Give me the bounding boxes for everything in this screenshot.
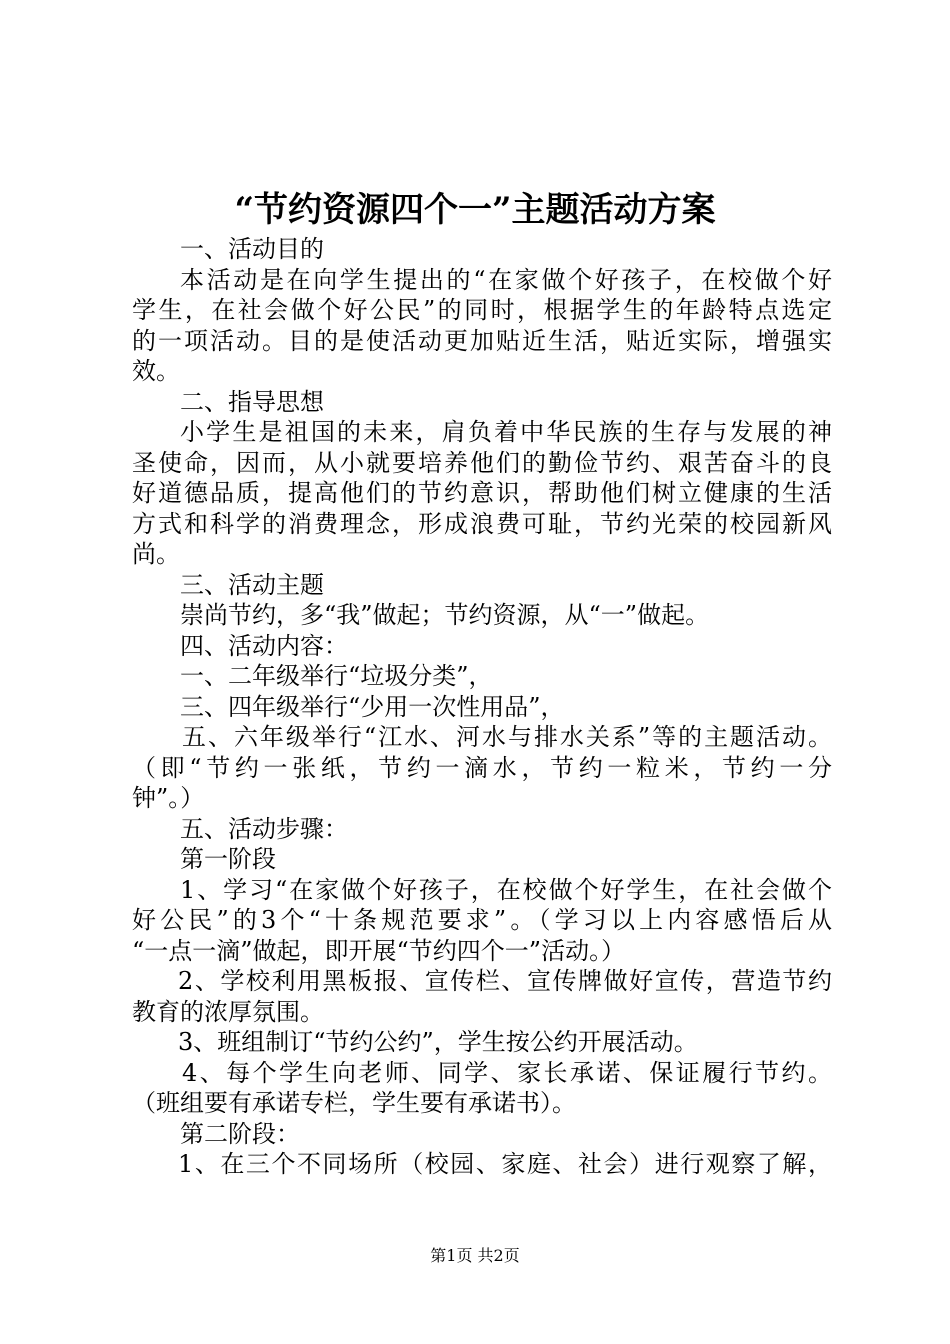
body-line: 教育的浓厚氛围。 <box>132 997 324 1026</box>
body-line: （即“节约一张纸，节约一滴水，节约一粒米，节约一分 <box>132 753 832 782</box>
body-line: 3、班组制订“节约公约”，学生按公约开展活动。 <box>178 1028 698 1056</box>
body-line: 的一项活动。目的是使活动更加贴近生活，贴近实际，增强实 <box>132 326 832 355</box>
document-body <box>132 234 832 1180</box>
body-line: 二、指导思想 <box>180 387 324 416</box>
body-line: 本活动是在向学生提出的“在家做个好孩子，在校做个好 <box>180 265 832 294</box>
body-line: 4、每个学生向老师、同学、家长承诺、保证履行节约。 <box>182 1058 832 1087</box>
document-title: “节约资源四个一”主题活动方案 <box>234 190 716 230</box>
body-line: 效。 <box>132 357 180 385</box>
body-line: 圣使命，因而，从小就要培养他们的勤俭节约、艰苦奋斗的良 <box>132 448 832 477</box>
body-line: 四、活动内容： <box>180 631 348 660</box>
body-line: 五、六年级举行“江水、河水与排水关系”等的主题活动。 <box>182 723 832 751</box>
body-line: （班组要有承诺专栏，学生要有承诺书）。 <box>132 1089 576 1117</box>
body-line: 一、活动目的 <box>180 235 324 263</box>
body-line: 第一阶段 <box>180 845 276 873</box>
body-line: 尚。 <box>132 540 180 568</box>
body-line: 一、二年级举行“垃圾分类”， <box>180 662 493 690</box>
body-line: 好公民”的3个“十条规范要求”。（学习以上内容感悟后从 <box>132 906 832 934</box>
page-footer: 第1页 共2页 <box>430 1246 520 1265</box>
body-line: 好道德品质，提高他们的节约意识，帮助他们树立健康的生活 <box>132 479 832 507</box>
body-line: 第二阶段： <box>180 1119 300 1148</box>
body-line: “一点一滴”做起，即开展“节约四个一”活动。） <box>132 936 626 965</box>
body-line: 方式和科学的消费理念，形成浪费可耻，节约光荣的校园新风 <box>132 509 832 538</box>
body-line: 崇尚节约，多“我”做起；节约资源，从“一”做起。 <box>180 601 710 629</box>
body-line: 2、学校利用黑板报、宣传栏、宣传牌做好宣传，营造节约 <box>178 967 832 995</box>
body-line: 1、在三个不同场所（校园、家庭、社会）进行观察了解， <box>178 1150 832 1178</box>
body-line: 学生，在社会做个好公民”的同时，根据学生的年龄特点选定 <box>132 296 832 324</box>
body-line: 小学生是祖国的未来，肩负着中华民族的生存与发展的神 <box>180 418 832 446</box>
body-line: 三、四年级举行“少用一次性用品”， <box>180 692 565 721</box>
body-line: 1、学习“在家做个好孩子，在校做个好学生，在社会做个 <box>180 875 832 904</box>
body-line: 五、活动步骤： <box>180 814 348 843</box>
body-line: 钟”。） <box>132 784 205 812</box>
body-line: 三、活动主题 <box>180 570 324 599</box>
